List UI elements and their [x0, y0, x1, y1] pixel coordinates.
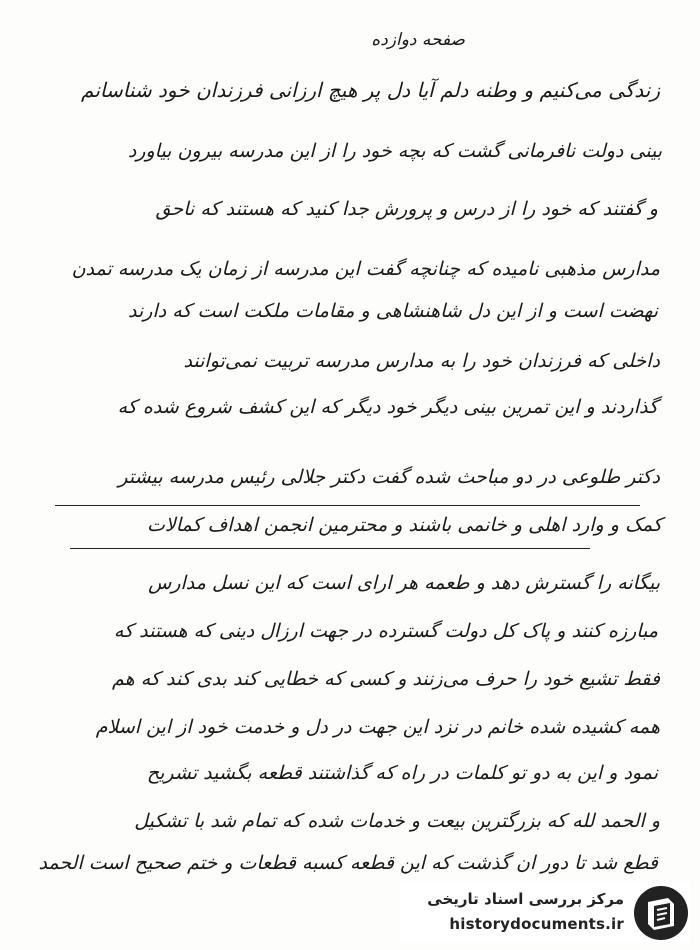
handwritten-line-16: قطع شد تا دور ان گذشت که این قطعه کسبه قطعات و ختم صحیح است الحمد	[38, 852, 658, 874]
handwritten-line-3: و گفتند که خود را از درس و پرورش جدا کنید که هستند که ناحق	[155, 198, 658, 220]
handwritten-line-13: همه کشیده شده خانم در نزد این جهت در دل و خدمت خود از این اسلام	[95, 716, 660, 738]
handwritten-line-6: داخلی که فرزندان خود را به مدارس مدرسه تربیت نمی‌توانند	[183, 350, 660, 372]
archive-logo-icon	[632, 884, 690, 942]
handwritten-line-10: بیگانه را گسترش دهد و طعمه هر ارای است که این نسل مدارس	[148, 572, 660, 594]
handwritten-line-5: نهضت است و از این دل شاهنشاهی و مقامات ملکت است که دارند	[128, 300, 658, 322]
underline-rule-1	[55, 505, 640, 506]
page-label: صفحه دوازده	[371, 30, 465, 50]
handwritten-line-9: کمک و وارد اهلی و خانمی باشند و محترمین انجمن اهداف کمالات	[147, 514, 662, 536]
handwritten-line-8: دکتر طلوعی در دو مباحث شده گفت دکتر جلالی رئیس مدرسه بیشتر	[118, 466, 660, 488]
handwritten-line-7: گذاردند و این تمرین بینی دیگر خود دیگر که این کشف شروع شده که	[117, 396, 658, 418]
underline-rule-2	[70, 548, 590, 549]
handwritten-line-1: زندگی می‌کنیم و وطنه دلم آیا دل پر هیچ ارزانی فرزندان خود شناسانم	[81, 78, 660, 102]
archive-footer	[400, 882, 690, 942]
handwritten-line-14: نمود و این به دو تو کلمات در راه که گذاشتند قطعه بگشید تشریح	[146, 762, 658, 784]
archive-name: مرکز بررسی اسناد تاریخی	[427, 890, 624, 908]
handwritten-line-15: و الحمد لله که بزرگترین بیعت و خدمات شده که تمام شد با تشکیل	[134, 810, 660, 832]
handwritten-line-2: بینی دولت نافرمانی گشت که بچه خود را از این مدرسه بیرون بیاورد	[127, 140, 662, 162]
handwritten-line-11: مبارزه کنند و پاک کل دولت گسترده در جهت ارزال دینی که هستند که	[113, 620, 658, 642]
archive-url[interactable]: historydocuments.ir	[449, 915, 624, 933]
handwritten-line-4: مدارس مذهبی نامیده که چنانچه گفت این مدرسه از زمان یک مدرسه تمدن	[71, 258, 660, 280]
handwritten-line-12: فقط تشیع خود را حرف می‌زنند و کسی که خطایی کند بدی کند که هم	[112, 668, 660, 690]
